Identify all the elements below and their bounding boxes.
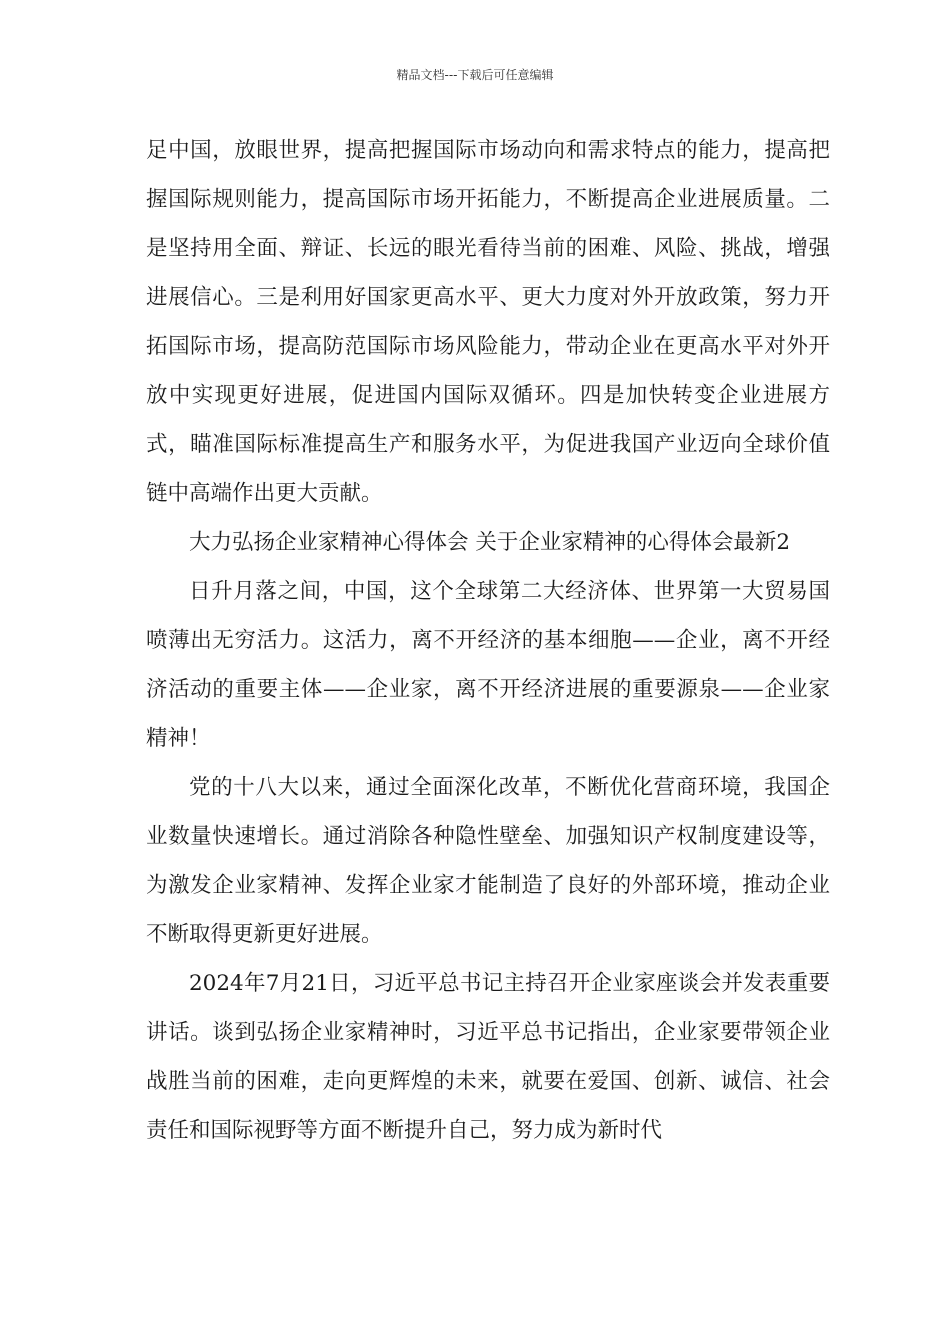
section-heading: 大力弘扬企业家精神心得体会 关于企业家精神的心得体会最新2 [189, 530, 791, 555]
paragraph-continuation: 足中国，放眼世界，提高把握国际市场动向和需求特点的能力，提高把握国际规则能力，提高国际市场开拓能力，不断提高企业进展质量。二是坚持用全面、辩证、长远的眼光看待当前的困难、风险、挑战，增强进展信心。三是利用好国家更高水平、更大力度对外开放政策，努力开拓国际市场，提高防范国际市场风险能力，带动企业在更高水平对外开放中实现更好进展，促进国内国际双循环。四是加快转变企业进展方式，瞄准国际标准提高生产和服务水平，为促进我国产业迈向全球价值链中高端作出更大贡献。 [146, 138, 830, 506]
document-body [146, 126, 830, 1155]
paragraph-reform: 党的十八大以来，通过全面深化改革，不断优化营商环境，我国企业数量快速增长。通过消除各种隐性壁垒、加强知识产权制度建设等，为激发企业家精神、发挥企业家才能制造了良好的外部环境，推动企业不断取得更新更好进展。 [146, 775, 830, 947]
paragraph-speech: 2024年7月21日，习近平总书记主持召开企业家座谈会并发表重要讲话。谈到弘扬企业家精神时，习近平总书记指出，企业家要带领企业战胜当前的困难，走向更辉煌的未来，就要在爱国、创新、诚信、社会责任和国际视野等方面不断提升自己，努力成为新时代 [146, 971, 830, 1143]
page-header: 精品文档---下载后可任意编辑 [396, 68, 554, 82]
paragraph-intro: 日升月落之间，中国，这个全球第二大经济体、世界第一大贸易国喷薄出无穷活力。这活力，离不开经济的基本细胞——企业，离不开经济活动的重要主体——企业家，离不开经济进展的重要源泉——企业家精神！ [146, 579, 830, 751]
